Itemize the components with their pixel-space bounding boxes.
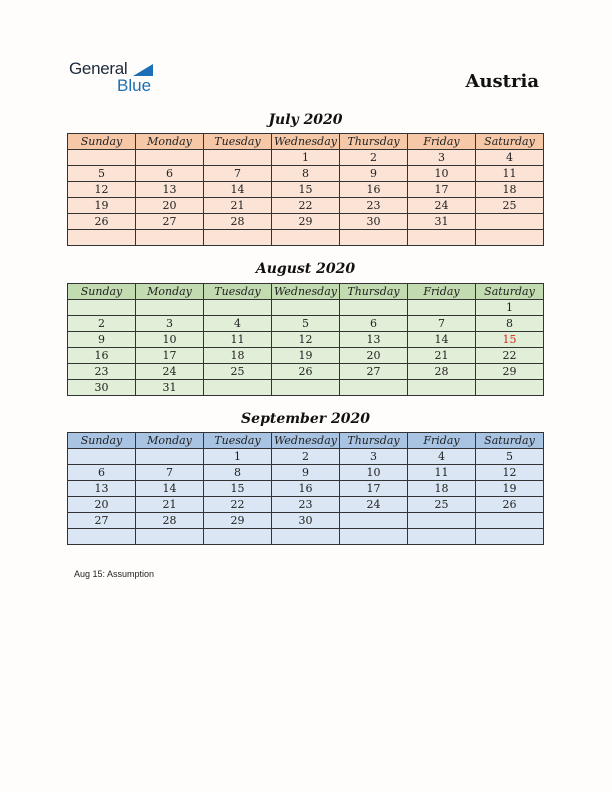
day-cell: 18 [476,182,544,198]
day-cell [68,529,136,545]
day-cell: 11 [408,465,476,481]
day-cell: 27 [340,364,408,380]
day-cell [68,150,136,166]
weekday-header: Wednesday [272,134,340,150]
week-row [68,150,544,166]
day-cell: 12 [476,465,544,481]
day-cell: 29 [476,364,544,380]
week-row [68,214,544,230]
calendar-september [67,432,544,545]
day-cell: 4 [408,449,476,465]
calendar-august [67,283,544,396]
weekday-header: Saturday [476,284,544,300]
day-cell: 26 [476,497,544,513]
day-cell: 8 [476,316,544,332]
week-row [68,449,544,465]
day-cell: 26 [272,364,340,380]
day-cell: 20 [136,198,204,214]
week-row [68,465,544,481]
weekday-header: Tuesday [204,284,272,300]
day-cell [476,513,544,529]
day-cell [408,513,476,529]
day-cell: 13 [68,481,136,497]
day-cell [204,529,272,545]
day-cell: 31 [408,214,476,230]
day-cell [340,230,408,246]
day-cell: 6 [68,465,136,481]
day-cell [340,380,408,396]
day-cell: 18 [204,348,272,364]
weekday-header: Friday [408,433,476,449]
day-cell: 10 [408,166,476,182]
calendar-july [67,133,544,246]
day-cell [204,380,272,396]
day-cell: 21 [136,497,204,513]
day-cell: 29 [204,513,272,529]
day-cell: 14 [408,332,476,348]
day-cell [68,230,136,246]
day-cell [136,449,204,465]
day-cell [272,529,340,545]
weekday-header: Wednesday [272,433,340,449]
day-cell: 28 [136,513,204,529]
weekday-header: Saturday [476,433,544,449]
logo-triangle-icon [133,64,153,76]
day-cell: 2 [68,316,136,332]
day-cell: 24 [340,497,408,513]
day-cell [476,214,544,230]
day-cell: 6 [340,316,408,332]
day-cell: 9 [68,332,136,348]
day-cell [476,230,544,246]
day-cell [340,513,408,529]
generalblue-logo [69,60,151,94]
day-cell: 14 [136,481,204,497]
month-title-july: July 2020 [268,112,343,128]
day-cell: 26 [68,214,136,230]
week-row [68,332,544,348]
logo-text-general: General [69,59,128,78]
day-cell [136,529,204,545]
weekday-header: Tuesday [204,134,272,150]
day-cell [204,230,272,246]
day-cell: 25 [408,497,476,513]
day-cell [408,300,476,316]
month-title-september: September 2020 [241,411,370,427]
day-cell: 25 [476,198,544,214]
day-cell: 9 [272,465,340,481]
day-cell [136,300,204,316]
day-cell: 22 [476,348,544,364]
day-cell [204,150,272,166]
day-cell [272,380,340,396]
day-cell: 3 [136,316,204,332]
week-row [68,364,544,380]
day-cell [204,300,272,316]
day-cell: 28 [408,364,476,380]
day-cell: 20 [340,348,408,364]
week-row [68,300,544,316]
day-cell: 3 [408,150,476,166]
day-cell: 1 [476,300,544,316]
weekday-header: Tuesday [204,433,272,449]
day-cell: 6 [136,166,204,182]
weekday-header: Monday [136,433,204,449]
day-cell: 12 [68,182,136,198]
weekday-header: Monday [136,284,204,300]
day-cell: 12 [272,332,340,348]
weekday-header: Friday [408,134,476,150]
day-cell: 14 [204,182,272,198]
day-cell: 8 [272,166,340,182]
day-cell: 30 [272,513,340,529]
weekday-header: Sunday [68,433,136,449]
weekday-header: Thursday [340,134,408,150]
day-cell: 23 [68,364,136,380]
day-cell: 10 [340,465,408,481]
holiday-note: Aug 15: Assumption [74,569,155,579]
week-row [68,529,544,545]
weekday-header: Thursday [340,284,408,300]
weekday-header: Thursday [340,433,408,449]
day-cell: 21 [204,198,272,214]
week-row [68,380,544,396]
day-cell: 29 [272,214,340,230]
day-cell: 10 [136,332,204,348]
day-cell: 24 [136,364,204,380]
day-cell: 2 [272,449,340,465]
day-cell [476,529,544,545]
day-cell: 30 [340,214,408,230]
day-cell [68,449,136,465]
weekday-header: Monday [136,134,204,150]
week-row [68,166,544,182]
day-cell: 5 [68,166,136,182]
weekday-header: Friday [408,284,476,300]
week-row [68,198,544,214]
day-cell: 1 [272,150,340,166]
day-cell: 20 [68,497,136,513]
week-row [68,230,544,246]
day-cell: 2 [340,150,408,166]
day-cell [340,300,408,316]
day-cell [408,230,476,246]
day-cell: 9 [340,166,408,182]
day-cell [272,300,340,316]
day-cell: 15 [204,481,272,497]
day-cell: 22 [204,497,272,513]
day-cell: 7 [136,465,204,481]
day-cell: 11 [204,332,272,348]
weekday-header: Sunday [68,284,136,300]
day-cell: 1 [204,449,272,465]
day-cell [136,230,204,246]
day-cell: 23 [272,497,340,513]
day-cell: 16 [340,182,408,198]
day-cell: 5 [272,316,340,332]
week-row [68,513,544,529]
day-cell: 15 [272,182,340,198]
day-cell: 23 [340,198,408,214]
weekday-header: Wednesday [272,284,340,300]
holiday-day-cell: 15 [476,332,544,348]
day-cell [68,300,136,316]
day-cell: 24 [408,198,476,214]
week-row [68,481,544,497]
day-cell: 4 [476,150,544,166]
day-cell: 27 [136,214,204,230]
weekday-header: Saturday [476,134,544,150]
day-cell: 16 [272,481,340,497]
day-cell: 8 [204,465,272,481]
day-cell: 13 [136,182,204,198]
day-cell: 30 [68,380,136,396]
day-cell: 4 [204,316,272,332]
day-cell: 7 [408,316,476,332]
day-cell [340,529,408,545]
week-row [68,316,544,332]
day-cell [136,150,204,166]
logo-text-blue: Blue [117,76,152,95]
day-cell: 19 [476,481,544,497]
day-cell: 17 [136,348,204,364]
day-cell: 21 [408,348,476,364]
day-cell: 18 [408,481,476,497]
day-cell: 5 [476,449,544,465]
week-row [68,182,544,198]
day-cell: 25 [204,364,272,380]
day-cell [408,380,476,396]
day-cell: 22 [272,198,340,214]
day-cell: 19 [272,348,340,364]
day-cell [408,529,476,545]
week-row [68,497,544,513]
day-cell [272,230,340,246]
day-cell: 27 [68,513,136,529]
month-title-august: August 2020 [255,261,356,277]
day-cell: 13 [340,332,408,348]
day-cell: 3 [340,449,408,465]
day-cell: 17 [408,182,476,198]
day-cell: 31 [136,380,204,396]
day-cell: 17 [340,481,408,497]
country-title: Austria [465,71,539,92]
day-cell: 19 [68,198,136,214]
day-cell: 28 [204,214,272,230]
week-row [68,348,544,364]
day-cell: 11 [476,166,544,182]
day-cell [476,380,544,396]
weekday-header: Sunday [68,134,136,150]
day-cell: 7 [204,166,272,182]
day-cell: 16 [68,348,136,364]
